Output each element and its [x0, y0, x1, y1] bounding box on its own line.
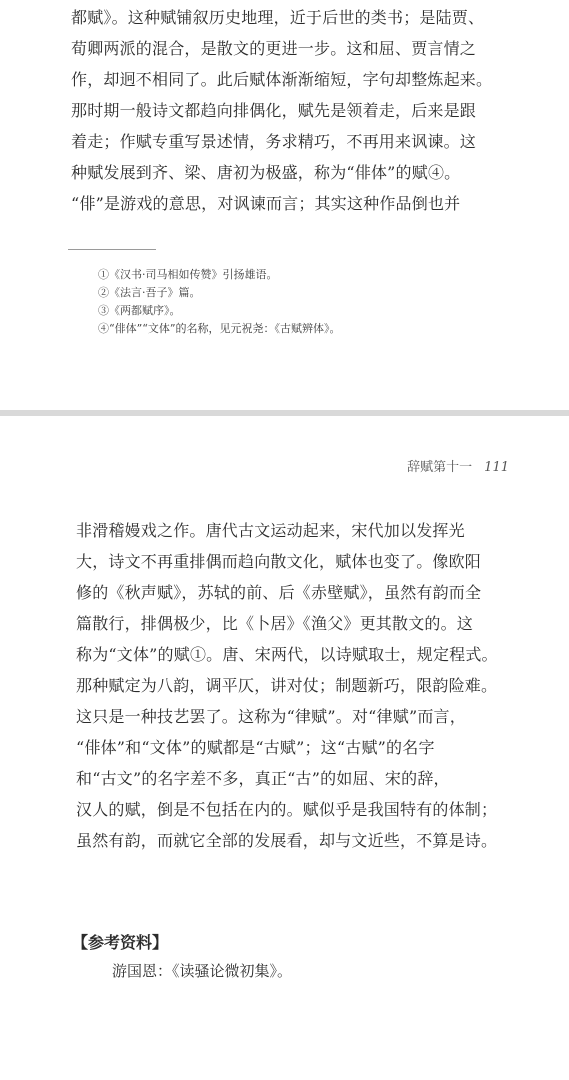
text-line: 都赋》。这种赋铺叙历史地理，近于后世的类书；是陆贾、 [71, 8, 485, 27]
text-line: 修的《秋声赋》，苏轼的前、后《赤壁赋》，虽然有韵而全 [76, 583, 482, 602]
text-line: 荀卿两派的混合，是散文的更进一步。这和屈、贾言情之 [71, 39, 477, 58]
lower-page-paragraph [76, 515, 498, 856]
footnote-item: ④“俳体”“文体”的名称，见元祝尧：《古赋辨体》。 [98, 322, 341, 335]
text-line: 这只是一种技艺罢了。这称为“律赋”。对“律赋”而言， [76, 707, 466, 726]
text-line: 那时期一般诗文都趋向排偶化，赋先是领着走，后来是跟 [71, 101, 477, 120]
text-line: 那种赋定为八韵，调平仄，讲对仗；制题新巧，限韵险难。 [76, 676, 498, 695]
text-line: “俳”是游戏的意思，对讽谏而言；其实这种作品倒也并 [71, 194, 461, 213]
text-line: 作，却迥不相同了。此后赋体渐渐缩短，字句却整炼起来。 [71, 70, 493, 89]
footnote-list [98, 266, 341, 338]
footnote-item: ①《汉书·司马相如传赞》引扬雄语。 [98, 268, 278, 281]
lower-page [0, 416, 569, 1080]
text-line: 称为“文体”的赋①。唐、宋两代，以诗赋取士，规定程式。 [76, 645, 498, 664]
reference-item: 游国恩：《读骚论微初集》。 [112, 962, 293, 980]
text-line: “俳体”和“文体”的赋都是“古赋”；这“古赋”的名字 [76, 738, 435, 757]
text-line: 着走；作赋专重写景述情，务求精巧，不再用来讽谏。这 [71, 132, 477, 151]
chapter-title: 辞赋第十一 [407, 460, 473, 475]
text-line: 大，诗文不再重排偶而趋向散文化，赋体也变了。像欧阳 [76, 552, 482, 571]
text-line: 虽然有韵，而就它全部的发展看，却与文近些，不算是诗。 [76, 831, 498, 850]
text-line: 种赋发展到齐、梁、唐初为极盛，称为“俳体”的赋④。 [71, 163, 461, 182]
footnote-item: ②《法言·吾子》篇。 [98, 286, 201, 299]
text-line: 篇散行，排偶极少，比《卜居》《渔父》更其散文的。这 [76, 614, 474, 633]
page-number: 111 [484, 460, 509, 475]
upper-page-paragraph [71, 2, 492, 219]
reference-heading: 【参考资料】 [72, 933, 169, 952]
text-line: 和“古文”的名字差不多，真正“古”的如屈、宋的辞， [76, 769, 450, 788]
text-line: 非滑稽嫚戏之作。唐代古文运动起来，宋代加以发挥光 [76, 521, 465, 540]
upper-page [0, 0, 569, 410]
text-line: 汉人的赋，倒是不包括在内的。赋似乎是我国特有的体制； [76, 800, 498, 819]
running-header [407, 456, 509, 475]
footnote-item: ③《两都赋序》。 [98, 304, 181, 317]
footnote-divider [68, 249, 156, 250]
